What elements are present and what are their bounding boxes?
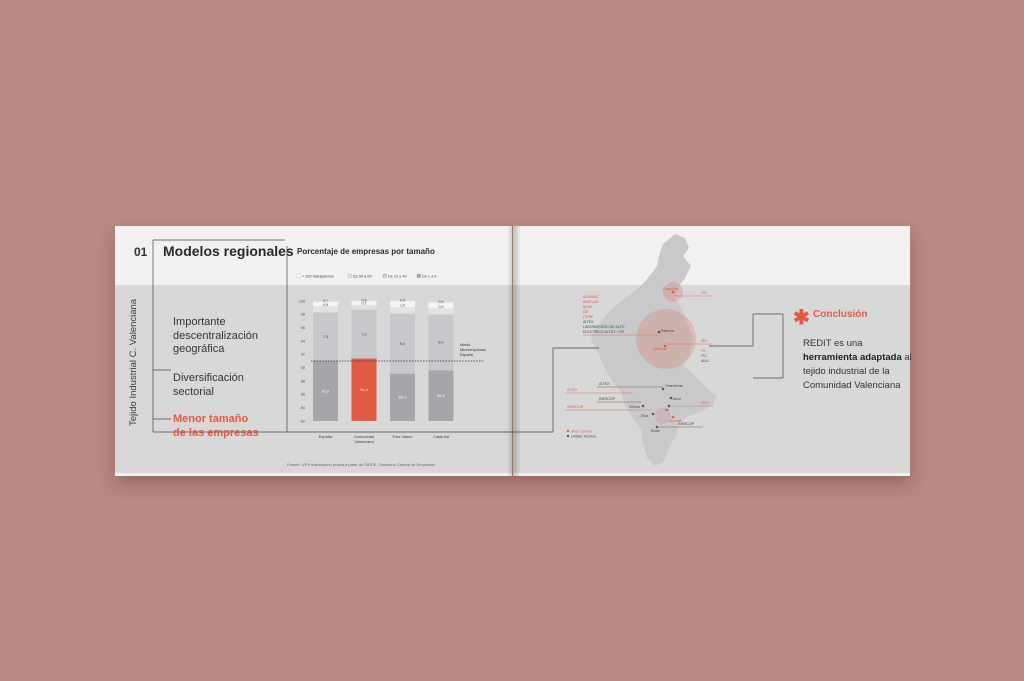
reference-label: Microempresas [460,348,486,352]
city-label-alcoi: Alcoi [673,397,681,401]
label-itc-2: ITC [701,354,707,358]
item-menor-tamano [173,413,273,440]
data-label: 8,4 [438,340,444,345]
data-label: 0,9 [400,298,405,303]
city-dot [670,397,673,400]
x-tick-label: País Vasco [392,434,413,439]
institute-label: AIMPLAS [583,300,599,304]
legend-swatch [297,274,301,278]
data-label: 1,0 [400,303,405,308]
data-label: 0,9 [323,302,328,307]
legend-sede-central: Sede Central [571,429,592,434]
label-iti: ITI [701,349,706,353]
legend-swatch [348,274,352,278]
institute-label: AIDIMME [583,295,599,299]
legend-swatch [417,274,421,278]
data-label: 0,9 [438,299,444,304]
data-label: 9,0 [399,341,406,346]
conclusion-text-pre: REDIT es una [803,338,863,349]
institute-label: AITEX [583,320,594,324]
chart-title: Porcentaje de empresas por tamaño [297,247,435,256]
conclusion-title: Conclusión [813,309,868,320]
label-aiju-2: AIJU [701,401,709,405]
data-label: 0,7 [323,299,328,304]
label-aiju: AIJU [701,359,709,363]
data-label: 91,4 [360,387,368,392]
y-tick-label: 86 [300,392,305,397]
source-note: Fuente: UPV elaboración propia a partir de DIRCE. Directorio Central de Empresas [287,462,435,467]
legend-label: > 100 trabajadores [302,274,334,279]
city-dot [672,416,675,419]
brochure-spread [115,226,910,476]
data-label: 91,0 [321,389,330,394]
vertical-title: Tejido Industrial C. Valenciana [128,298,139,426]
item-line: de las empresas [173,426,259,439]
left-page [115,226,512,476]
city-label-elche: Elche [651,429,660,433]
conclusion-text-post: al tejido industrial de la Comunidad Valenciana [803,352,912,391]
city-label-ibi: Ibi [665,408,669,412]
legend-label: De 50 a 99 [353,274,372,279]
valencia-circle [636,309,696,369]
legend-unidad-tecnica: Unidad Técnica [571,434,596,439]
y-tick-label: 96 [300,325,305,330]
data-label: 0,6 [361,298,367,303]
legend-dot-unidad [567,435,569,437]
bar-50-99 [390,307,415,314]
institute-label: AINIA [583,305,593,309]
conclusion-text-bold: herramienta adaptada [803,352,902,363]
label-aitex: AITEX [599,382,610,386]
item-line: Menor tamaño [173,413,249,425]
city-label-villena: Villena [629,405,640,409]
city-dot [652,413,655,416]
bar-50-99 [352,305,377,310]
label-inescop-3: INESCOP [678,422,695,426]
y-tick-label: 90 [300,365,305,370]
section-title: Modelos regionales [163,243,294,259]
city-dot [662,388,665,391]
y-tick-label: 98 [300,312,305,317]
city-label-onteniente: Onteniente [665,384,683,388]
label-ibv: IBV [701,339,707,343]
conclusion-text [803,337,913,393]
data-label: 7,3 [361,332,367,337]
asterisk-icon: ✱ [793,307,810,329]
y-tick-label: 88 [300,379,305,384]
y-tick-label: 84 [300,405,305,410]
city-dot [642,405,645,408]
item-line: geográfica [173,343,225,355]
x-tick-label: Cataluña [432,434,450,439]
map-legend [567,430,596,439]
item-diversificacion [173,372,273,399]
city-label-paterna: Paterna [661,329,674,333]
data-label: 0,7 [361,301,367,306]
item-descentralizacion [173,316,273,357]
city-label-elda: Elda [641,414,649,418]
legend-label: De 10 a 49 [388,274,407,279]
city-dot [656,426,659,429]
bar-50-99 [313,306,338,312]
legend-dot-sede [567,430,569,432]
bar-chart [297,274,486,444]
label-inescop-2: INESCOP [567,405,584,409]
label-inescop: INESCOP [599,397,616,401]
y-tick-label: 94 [300,339,305,344]
legend-label: De 1 a 9 [422,274,437,279]
institute-label: LABORATORIO DE ALTO [583,325,625,329]
city-label-castellon: Castellón [663,287,678,291]
reference-label: España [460,353,473,357]
institute-label: ITE [583,310,589,314]
city-label-alicante: Alicante [669,419,682,423]
item-line: sectorial [173,385,214,398]
city-label-valencia: Valencia [653,347,667,351]
city-dot [672,291,675,294]
item-line: descentralización [173,329,258,342]
city-dot [658,331,661,334]
right-page [513,226,910,476]
item-line: Diversificación [173,372,244,384]
legend-swatch [383,274,387,278]
label-itc: ITC [701,291,707,295]
x-tick-label: Valenciana [354,439,374,444]
y-tick-label: 82 [300,419,305,424]
data-label: 7,3 [322,334,329,339]
item-line: Importante [173,316,226,328]
data-label: 89,1 [398,395,407,400]
y-tick-label: 100 [298,299,305,304]
data-label: 0,9 [438,304,444,309]
y-tick-label: 92 [300,352,305,357]
label-aitex-2: AITEX [567,388,578,392]
x-tick-label: España [318,434,333,439]
section-number: 01 [134,245,148,259]
city-dot [668,405,671,408]
spine-shadow [507,226,521,476]
x-tick-label: Comunidad [353,434,375,439]
institute-label: ELECTRICO ALTEX / ITE [583,330,625,334]
institute-label: ITENE [583,315,594,319]
bar-50-99 [429,308,454,314]
data-label: 89,6 [437,393,445,398]
reference-label: Media [460,343,471,347]
